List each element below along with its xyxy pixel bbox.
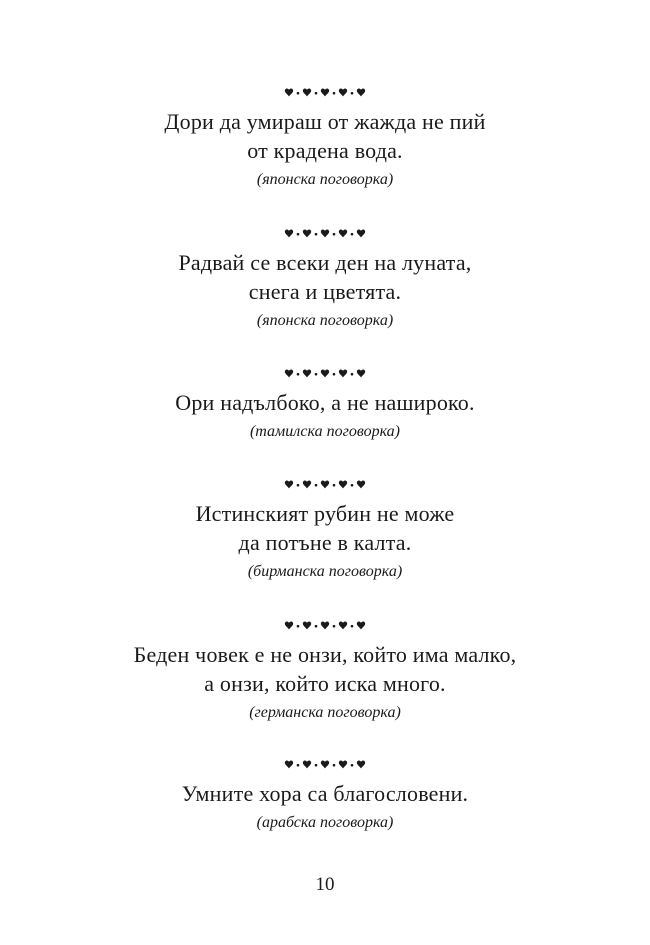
heart-icon — [303, 622, 311, 630]
heart-icon — [357, 230, 365, 238]
heart-icon — [339, 230, 347, 238]
dot-icon — [297, 92, 300, 95]
heart-dot-divider-icon — [0, 618, 650, 632]
dot-icon — [315, 764, 318, 767]
dot-icon — [315, 373, 318, 376]
heart-icon — [339, 761, 347, 769]
dot-icon — [297, 233, 300, 236]
heart-icon — [339, 622, 347, 630]
proverb-line: Истинският рубин не може — [195, 501, 455, 526]
heart-icon — [357, 89, 365, 97]
heart-icon — [357, 481, 365, 489]
heart-icon — [285, 761, 293, 769]
heart-icon — [303, 89, 311, 97]
heart-icon — [357, 622, 365, 630]
proverb-source: (бирманска поговорка) — [247, 563, 403, 580]
page-number: 10 — [315, 874, 335, 895]
heart-dot-divider-icon — [0, 757, 650, 771]
dot-icon — [297, 484, 300, 487]
heart-icon — [321, 481, 329, 489]
dot-icon — [333, 233, 336, 236]
dot-icon — [351, 484, 354, 487]
proverb-entry — [0, 366, 650, 443]
proverb-source: (арабска поговорка) — [256, 814, 394, 831]
proverb-line: от крадена вода. — [247, 138, 403, 163]
proverb-line: Умните хора са благословени. — [181, 781, 469, 806]
dot-icon — [333, 625, 336, 628]
heart-icon — [321, 89, 329, 97]
heart-icon — [303, 370, 311, 378]
heart-icon — [357, 370, 365, 378]
heart-icon — [339, 89, 347, 97]
proverb-line: Дори да умираш от жажда не пий — [164, 109, 486, 134]
proverb-source: (тамилска поговорка) — [249, 423, 401, 440]
dot-icon — [351, 92, 354, 95]
heart-dot-divider-icon — [0, 366, 650, 380]
proverb-source: (японска поговорка) — [256, 312, 394, 329]
proverb-line: Радвай се всеки ден на луната, — [178, 250, 472, 275]
dot-icon — [351, 233, 354, 236]
dot-icon — [297, 373, 300, 376]
dot-icon — [315, 484, 318, 487]
dot-icon — [351, 625, 354, 628]
heart-icon — [285, 481, 293, 489]
heart-icon — [321, 622, 329, 630]
dot-icon — [315, 625, 318, 628]
dot-icon — [315, 233, 318, 236]
dot-icon — [333, 92, 336, 95]
heart-icon — [339, 481, 347, 489]
proverb-line: да потъне в калта. — [238, 530, 412, 555]
heart-icon — [321, 370, 329, 378]
proverb-entry — [0, 757, 650, 834]
heart-icon — [303, 761, 311, 769]
heart-icon — [303, 481, 311, 489]
dot-icon — [297, 764, 300, 767]
dot-icon — [333, 373, 336, 376]
proverb-source: (японска поговорка) — [256, 171, 394, 188]
proverb-entry — [0, 477, 650, 583]
heart-dot-divider-icon — [0, 85, 650, 99]
dot-icon — [351, 373, 354, 376]
proverb-line: а онзи, който иска много. — [204, 671, 446, 696]
heart-dot-divider-icon — [0, 226, 650, 240]
heart-icon — [321, 761, 329, 769]
dot-icon — [297, 625, 300, 628]
heart-icon — [285, 370, 293, 378]
proverb-entry — [0, 226, 650, 332]
proverb-line: Ори надълбоко, а не нашироко. — [175, 390, 475, 415]
heart-icon — [285, 230, 293, 238]
proverb-entry — [0, 85, 650, 191]
heart-icon — [339, 370, 347, 378]
heart-icon — [321, 230, 329, 238]
dot-icon — [333, 484, 336, 487]
heart-icon — [285, 622, 293, 630]
dot-icon — [333, 764, 336, 767]
dot-icon — [315, 92, 318, 95]
heart-icon — [285, 89, 293, 97]
proverb-entry — [0, 618, 650, 724]
heart-icon — [303, 230, 311, 238]
proverb-line: Беден човек е не онзи, който има малко, — [133, 642, 517, 667]
proverb-line: снега и цветята. — [248, 279, 402, 304]
dot-icon — [351, 764, 354, 767]
heart-dot-divider-icon — [0, 477, 650, 491]
proverb-source: (германска поговорка) — [249, 704, 401, 721]
heart-icon — [357, 761, 365, 769]
